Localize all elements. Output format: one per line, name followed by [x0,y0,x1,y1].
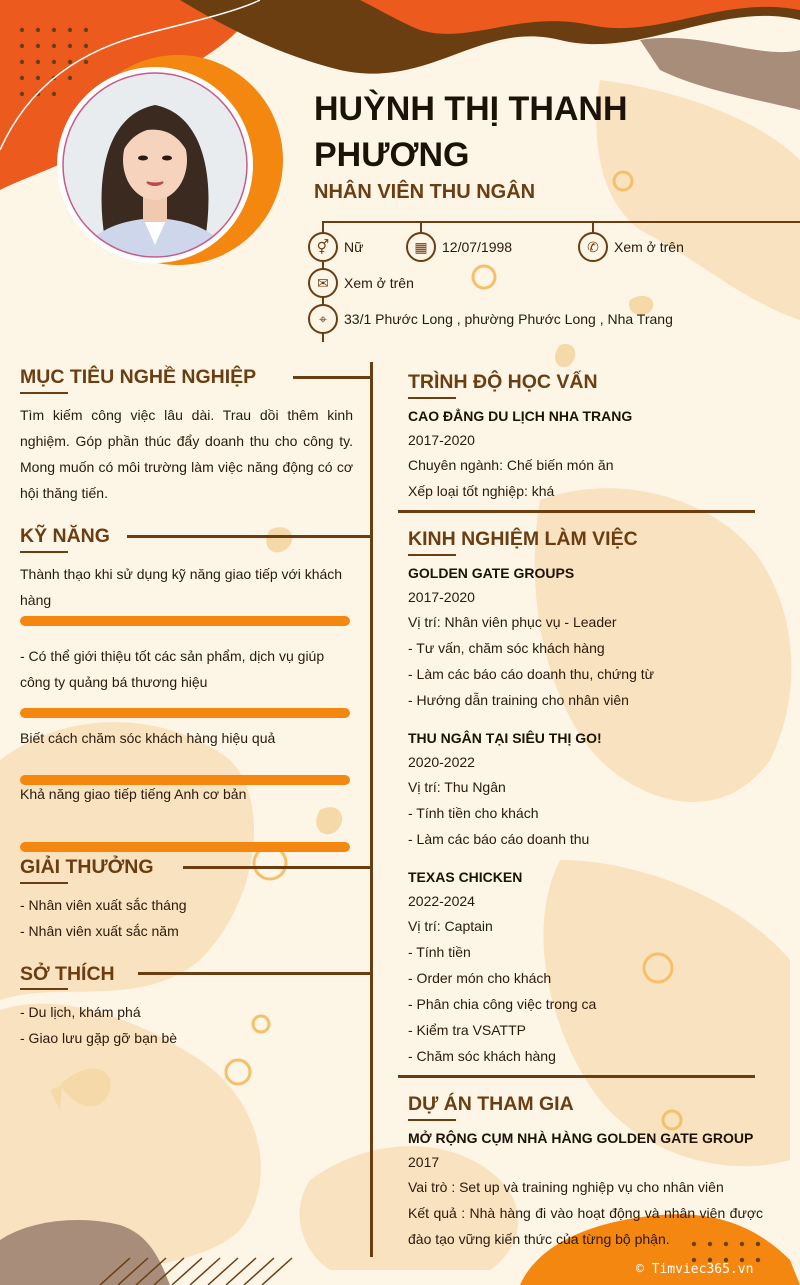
contact-address [308,304,673,334]
project-year: 2017 [408,1154,440,1170]
job-period: 2020-2022 [408,754,475,770]
hobby-item: - Giao lưu gặp gỡ bạn bè [20,1030,178,1046]
job-title: NHÂN VIÊN THU NGÂN [314,181,536,203]
education-title: TRÌNH ĐỘ HỌC VẤN [408,371,598,393]
contact-email [308,268,414,298]
skill-item: - Có thể giới thiệu tốt các sản phẩm, dịch vụ giúp công ty quảng bá thương hiệu [20,648,325,690]
section-line [127,535,371,538]
email-icon: ✉ [308,268,338,298]
hobby-item: - Du lịch, khám phá [20,1004,141,1020]
objective-text: Tìm kiếm công việc lâu dài. Trau dồi thêm kinh nghiệm. Góp phần thúc đẩy doanh thu cho công ty. Mong muốn có môi trường làm việc năng động có cơ hội thăng tiến. [20,407,353,501]
profile-photo [55,60,265,270]
job-period: 2017-2020 [408,589,475,605]
section-underline [20,882,68,884]
job-detail: Vị trí: Captain [408,918,493,934]
job-detail: - Tính tiền cho khách [408,805,539,821]
email-value: Xem ở trên [344,275,414,291]
objective-title: MỤC TIÊU NGHỀ NGHIỆP [20,366,257,388]
contact-phone [578,232,684,262]
job-period: 2022-2024 [408,893,475,909]
skill-item: Biết cách chăm sóc khách hàng hiệu quả [20,730,276,746]
candidate-name: HUỲNH THỊ THANH PHƯƠNG [314,90,628,174]
education-major: Chuyên ngành: Chế biến món ăn [408,457,614,473]
address-value: 33/1 Phước Long , phường Phước Long , Nha Trang [344,311,673,327]
award-item: - Nhân viên xuất sắc năm [20,923,179,939]
school-name: CAO ĐẲNG DU LỊCH NHA TRANG [408,408,633,424]
contact-birthday [406,232,512,262]
job-detail: Vị trí: Thu Ngân [408,779,506,795]
skill-bar [20,616,350,626]
section-underline [20,551,68,553]
job-detail: - Tư vấn, chăm sóc khách hàng [408,640,605,656]
job-detail: - Kiểm tra VSATTP [408,1022,526,1038]
section-line [293,376,371,379]
company-name: THU NGÂN TẠI SIÊU THỊ GO! [408,730,602,746]
project-result: Kết quả : Nhà hàng đi vào hoạt động và nhân viên được đào tạo vững kiến thức của từng bộ phận. [408,1205,763,1247]
watermark: © Timviec365.vn [636,1262,754,1277]
skill-item: Khả năng giao tiếp tiếng Anh cơ bản [20,786,247,802]
company-name: GOLDEN GATE GROUPS [408,565,575,581]
skill-bar [20,842,350,852]
job-detail: - Phân chia công việc trong ca [408,996,597,1012]
project-role: Vai trò : Set up và training nghiệp vụ cho nhân viên [408,1179,724,1195]
section-line [138,972,371,975]
project-name: MỞ RỘNG CỤM NHÀ HÀNG GOLDEN GATE GROUP [408,1130,754,1146]
job-detail: - Chăm sóc khách hàng [408,1048,556,1064]
gender-value: Nữ [344,239,364,255]
birthday-value: 12/07/1998 [442,239,513,255]
section-line [398,1075,755,1078]
award-item: - Nhân viên xuất sắc tháng [20,897,187,913]
contact-gender [308,232,363,262]
experience-title: KINH NGHIỆM LÀM VIỆC [408,528,638,550]
education-grade: Xếp loại tốt nghiệp: khá [408,483,555,499]
skill-bar [20,708,350,718]
job-detail: - Làm các báo cáo doanh thu [408,831,590,847]
section-underline [408,554,456,556]
section-line [183,866,371,869]
section-line [398,510,755,513]
skill-item: Thành thạo khi sử dụng kỹ năng giao tiếp với khách hàng [20,566,343,608]
skills-title: KỸ NĂNG [20,525,110,547]
job-detail: - Hướng dẫn training cho nhân viên [408,692,629,708]
job-detail: - Làm các báo cáo doanh thu, chứng từ [408,666,655,682]
gender-icon: ⚥ [308,232,338,262]
column-divider [370,362,373,1257]
section-underline [20,392,68,394]
projects-title: DỰ ÁN THAM GIA [408,1093,574,1115]
hobbies-title: SỞ THÍCH [20,963,115,985]
education-period: 2017-2020 [408,432,475,448]
job-detail: Vị trí: Nhân viên phục vụ - Leader [408,614,617,630]
section-underline [408,397,456,399]
phone-icon: ✆ [578,232,608,262]
location-icon: ⌖ [308,304,338,334]
job-detail: - Tính tiền [408,944,471,960]
section-underline [20,988,68,990]
calendar-icon: ▦ [406,232,436,262]
phone-value: Xem ở trên [614,239,684,255]
job-detail: - Order món cho khách [408,970,552,986]
awards-title: GIẢI THƯỞNG [20,856,154,878]
section-underline [408,1119,456,1121]
company-name: TEXAS CHICKEN [408,869,523,885]
header-divider [322,221,800,223]
